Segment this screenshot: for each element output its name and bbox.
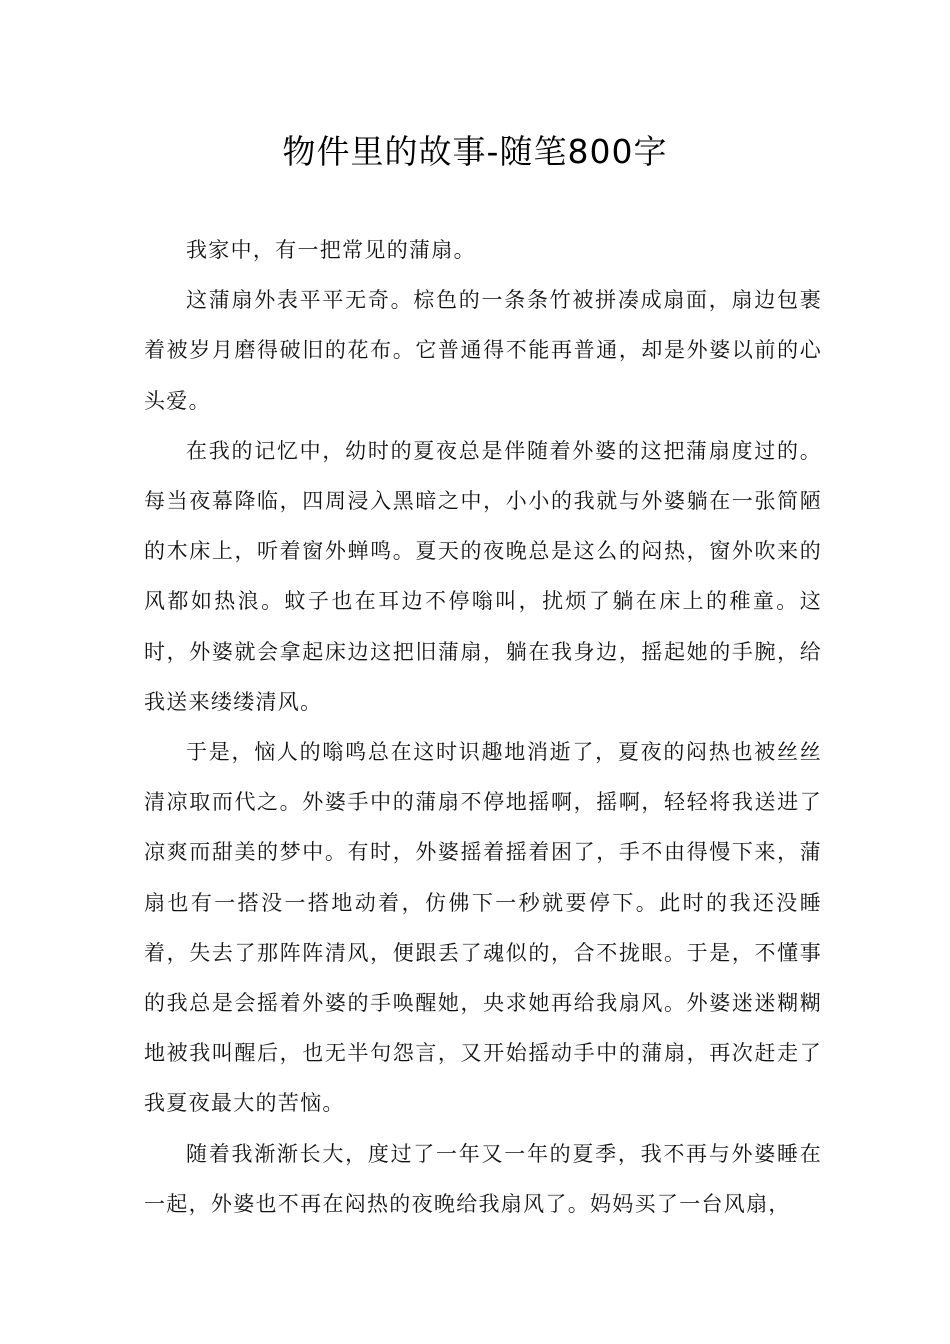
document-title: 物件里的故事-随笔800字 [282, 132, 668, 171]
paragraph-2: 这蒲扇外表平平无奇。棕色的一条条竹被拼凑成扇面，扇边包裹着被岁月磨得破旧的花布。它普通得不能再普通，却是外婆以前的心头爱。 [144, 288, 822, 413]
paragraph-5: 随着我渐渐长大，度过了一年又一年的夏季，我不再与外婆睡在一起，外婆也不再在闷热的夜晚给我扇风了。妈妈买了一台风扇， [144, 1141, 822, 1216]
document-body [144, 225, 822, 1229]
paragraph-4: 于是，恼人的嗡鸣总在这时识趣地消逝了，夏夜的闷热也被丝丝清凉取而代之。外婆手中的蒲扇不停地摇啊，摇啊，轻轻将我送进了凉爽而甜美的梦中。有时，外婆摇着摇着困了，手不由得慢下来，蒲扇也有一搭没一搭地动着，仿佛下一秒就要停下。此时的我还没睡着，失去了那阵阵清风，便跟丢了魂似的，合不拢眼。于是，不懂事的我总是会摇着外婆的手唤醒她，央求她再给我扇风。外婆迷迷糊糊地被我叫醒后，也无半句怨言，又开始摇动手中的蒲扇，再次赶走了我夏夜最大的苦恼。 [144, 740, 822, 1116]
paragraph-1: 我家中，有一把常见的蒲扇。 [186, 238, 476, 262]
paragraph-3: 在我的记忆中，幼时的夏夜总是伴随着外婆的这把蒲扇度过的。每当夜幕降临，四周浸入黑暗之中，小小的我就与外婆躺在一张简陋的木床上，听着窗外蝉鸣。夏天的夜晚总是这么的闷热，窗外吹来的风都如热浪。蚊子也在耳边不停嗡叫，扰烦了躺在床上的稚童。这时，外婆就会拿起床边这把旧蒲扇，躺在我身边，摇起她的手腕，给我送来缕缕清风。 [144, 438, 822, 714]
